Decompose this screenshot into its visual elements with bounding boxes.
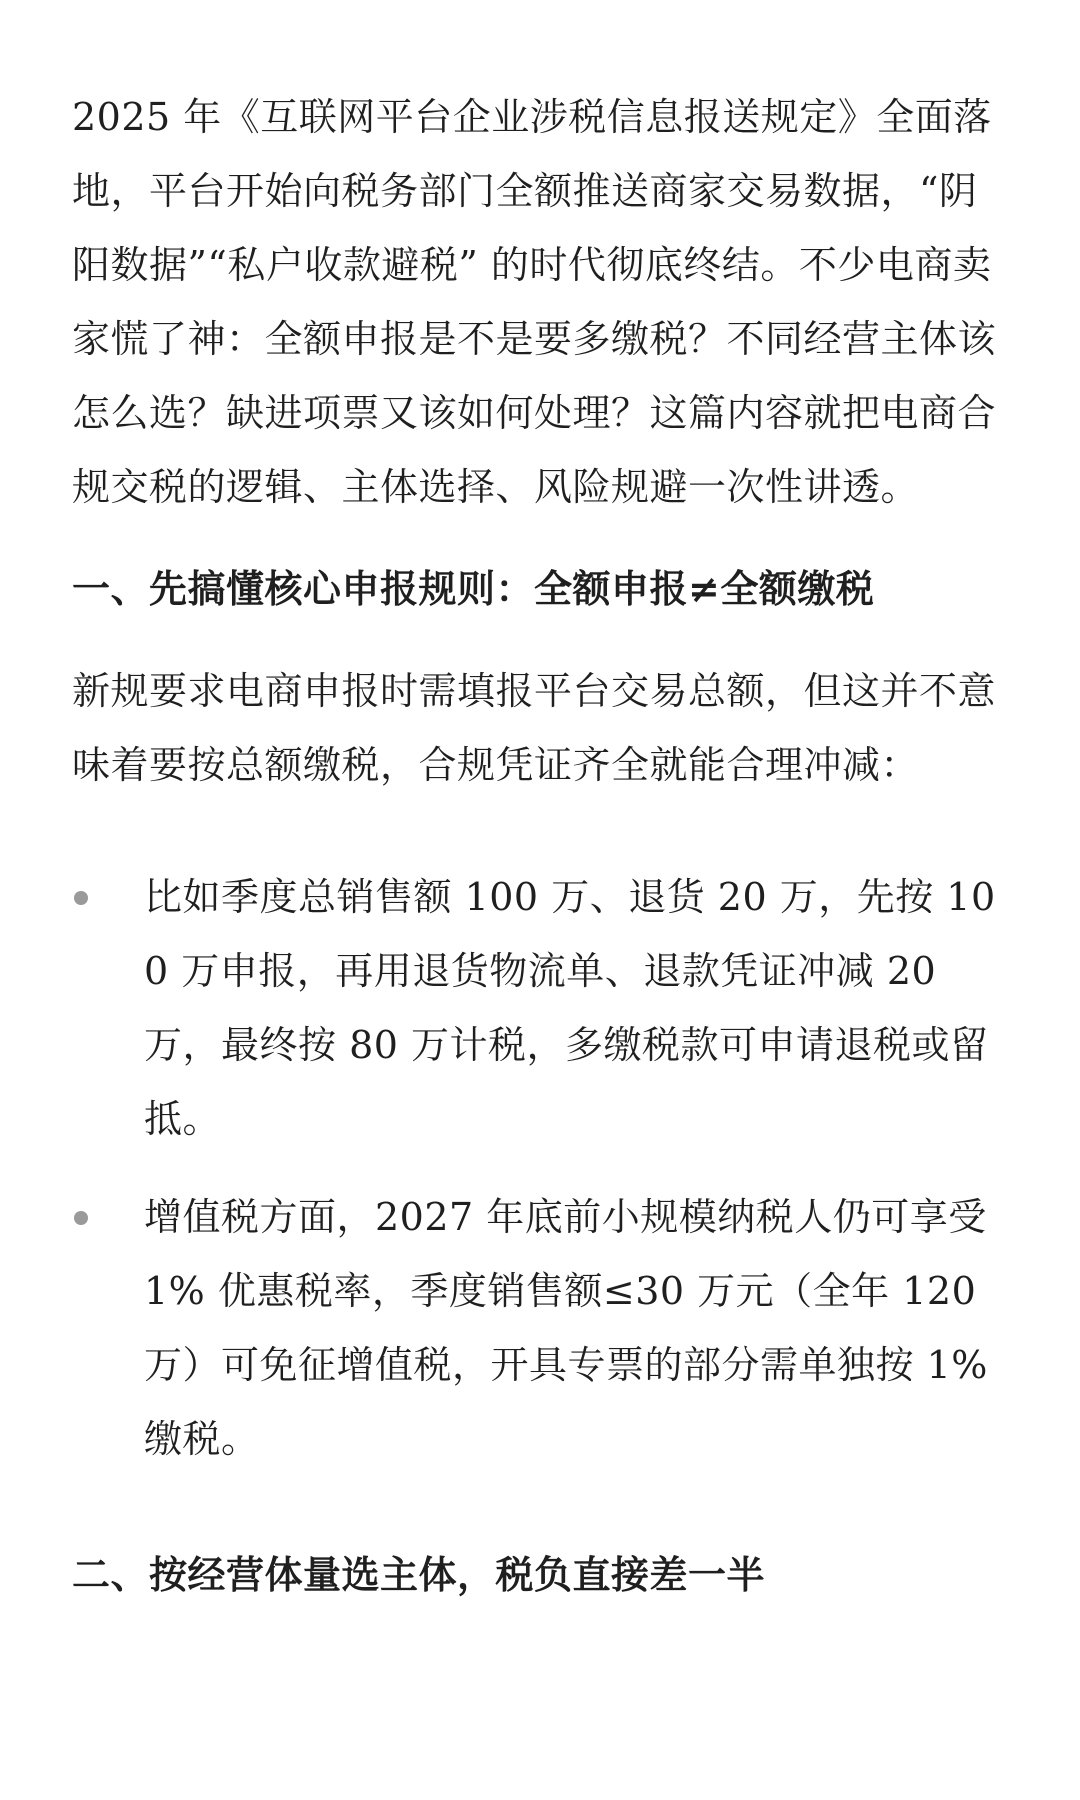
section-heading-2: 二、按经营体量选主体，税负直接差一半 (72, 1552, 766, 1597)
bullet-dot-icon (74, 891, 88, 905)
section-1-paragraph: 新规要求电商申报时需填报平台交易总额，但这并不意味着要按总额缴税，合规凭证齐全就能合理冲减： (72, 669, 997, 787)
spacer (72, 802, 1008, 860)
bullet-text: 比如季度总销售额 100 万、退货 20 万，先按 100 万申报，再用退货物流单、退款凭证冲减 20 万，最终按 80 万计税，多缴税款可申请退税或留抵。 (144, 875, 996, 1141)
bullet-item (72, 1180, 1008, 1476)
spacer (72, 1476, 1008, 1538)
spacer (72, 524, 1008, 552)
bullet-dot-icon (74, 1211, 88, 1225)
spacer (72, 626, 1008, 654)
article-body (72, 80, 1008, 1612)
spacer (72, 1156, 1008, 1180)
bullet-item (72, 860, 1008, 1156)
bullet-list (72, 860, 1008, 1476)
bullet-text: 增值税方面，2027 年底前小规模纳税人仍可享受 1% 优惠税率，季度销售额≤30 万元（全年 120 万）可免征增值税，开具专票的部分需单独按 1% 缴税。 (144, 1195, 988, 1461)
intro-paragraph: 2025 年《互联网平台企业涉税信息报送规定》全面落地，平台开始向税务部门全额推送商家交易数据，“阴阳数据”“私户收款避税” 的时代彻底终结。不少电商卖家慌了神：全额申报是不是要多缴税？不同经营主体该怎么选？缺进项票又该如何处理？这篇内容就把电商合规交税的逻辑、主体选择、风险规避一次性讲透。 (72, 95, 997, 509)
section-heading-1: 一、先搞懂核心申报规则：全额申报≠全额缴税 (72, 566, 875, 611)
